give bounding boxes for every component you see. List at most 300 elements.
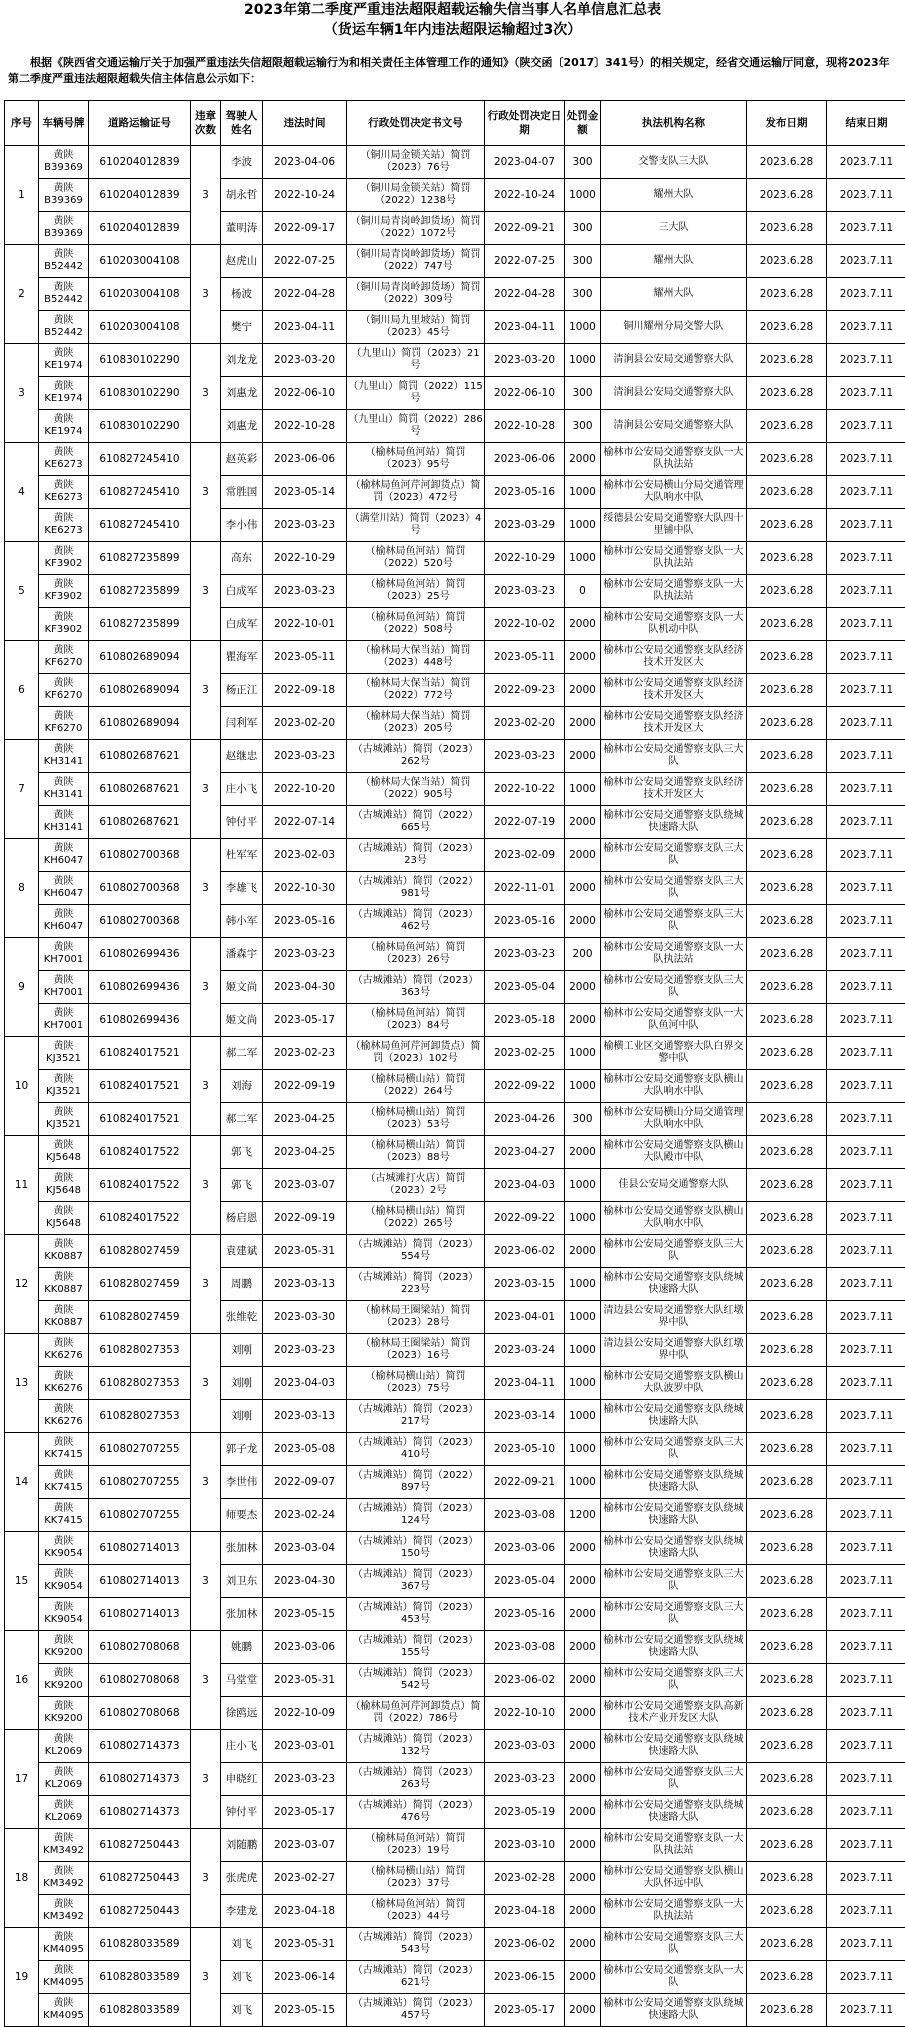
decision-date-cell: 2022-09-23 — [485, 674, 565, 707]
plate-cell: 黄陕KE6273 — [39, 509, 89, 542]
permit-cell: 610203004108 — [89, 245, 191, 278]
driver-cell: 刘惠龙 — [221, 410, 263, 443]
violation-date-cell: 2023-05-08 — [263, 1433, 347, 1466]
table-row — [5, 1202, 905, 1235]
decision-date-cell: 2022-04-28 — [485, 278, 565, 311]
decision-number-cell: （九里山）简罚（2022）286号 — [347, 410, 485, 443]
driver-cell: 钟付平 — [221, 1796, 263, 1829]
driver-cell: 徐鸥远 — [221, 1697, 263, 1730]
end-date-cell: 2023.7.11 — [827, 1499, 905, 1532]
publish-date-cell: 2023.6.28 — [747, 1499, 827, 1532]
end-date-cell: 2023.7.11 — [827, 608, 905, 641]
agency-cell: 佳县公安局交通警察大队 — [601, 1169, 747, 1202]
publish-date-cell: 2023.6.28 — [747, 872, 827, 905]
amount-cell: 2000 — [565, 1862, 601, 1895]
publish-date-cell: 2023.6.28 — [747, 1301, 827, 1334]
permit-cell: 610802714373 — [89, 1763, 191, 1796]
end-date-cell: 2023.7.11 — [827, 1037, 905, 1070]
plate-cell: 黄陕KJ3521 — [39, 1103, 89, 1136]
violation-count: 3 — [191, 146, 221, 245]
decision-date-cell: 2023-04-26 — [485, 1103, 565, 1136]
amount-cell: 2000 — [565, 905, 601, 938]
table-row — [5, 1235, 905, 1268]
violation-date-cell: 2023-05-31 — [263, 1928, 347, 1961]
decision-number-cell: （古城滩站）简罚（2023）457号 — [347, 1994, 485, 2027]
decision-date-cell: 2023-04-18 — [485, 1895, 565, 1928]
amount-cell: 2000 — [565, 1763, 601, 1796]
plate-cell: 黄陕KH7001 — [39, 971, 89, 1004]
plate-cell: 黄陕KK9054 — [39, 1532, 89, 1565]
plate-cell: 黄陕KK9054 — [39, 1565, 89, 1598]
end-date-cell: 2023.7.11 — [827, 146, 905, 179]
amount-cell: 300 — [565, 410, 601, 443]
plate-cell: 黄陕KL2069 — [39, 1796, 89, 1829]
violation-count: 3 — [191, 1532, 221, 1631]
violation-date-cell: 2022-10-09 — [263, 1697, 347, 1730]
decision-number-cell: （榆林局大保当站）简罚（2022）905号 — [347, 773, 485, 806]
violation-date-cell: 2023-03-07 — [263, 1169, 347, 1202]
permit-cell: 610830102290 — [89, 377, 191, 410]
violation-date-cell: 2023-04-30 — [263, 1565, 347, 1598]
decision-date-cell: 2023-05-04 — [485, 1565, 565, 1598]
violation-count: 3 — [191, 1136, 221, 1235]
table-row — [5, 674, 905, 707]
plate-cell: 黄陕KE6273 — [39, 476, 89, 509]
table-row — [5, 1862, 905, 1895]
agency-cell: 榆林市公安局交通警察支队一大队执法站 — [601, 443, 747, 476]
permit-cell: 610802700368 — [89, 872, 191, 905]
amount-cell: 2000 — [565, 1598, 601, 1631]
decision-date-cell: 2023-02-28 — [485, 1862, 565, 1895]
amount-cell: 2000 — [565, 674, 601, 707]
decision-number-cell: （古城滩站）简罚（2023）554号 — [347, 1235, 485, 1268]
permit-cell: 610802699436 — [89, 1004, 191, 1037]
driver-cell: 李世伟 — [221, 1466, 263, 1499]
end-date-cell: 2023.7.11 — [827, 1136, 905, 1169]
decision-date-cell: 2023-05-18 — [485, 1004, 565, 1037]
publish-date-cell: 2023.6.28 — [747, 1004, 827, 1037]
col-header-plate: 车辆号牌 — [39, 101, 89, 146]
end-date-cell: 2023.7.11 — [827, 806, 905, 839]
publish-date-cell: 2023.6.28 — [747, 1070, 827, 1103]
col-header-amount: 处罚金额 — [565, 101, 601, 146]
driver-cell: 闫利军 — [221, 707, 263, 740]
permit-cell: 610827250443 — [89, 1895, 191, 1928]
violation-date-cell: 2023-03-07 — [263, 1829, 347, 1862]
plate-cell: 黄陕KM3492 — [39, 1895, 89, 1928]
end-date-cell: 2023.7.11 — [827, 1565, 905, 1598]
permit-cell: 610203004108 — [89, 278, 191, 311]
amount-cell: 300 — [565, 245, 601, 278]
publish-date-cell: 2023.6.28 — [747, 1400, 827, 1433]
amount-cell: 2000 — [565, 1961, 601, 1994]
permit-cell: 610827250443 — [89, 1829, 191, 1862]
amount-cell: 1000 — [565, 1202, 601, 1235]
table-row — [5, 146, 905, 179]
decision-number-cell: （古城滩站）简罚（2023）410号 — [347, 1433, 485, 1466]
end-date-cell: 2023.7.11 — [827, 1400, 905, 1433]
driver-cell: 赵继忠 — [221, 740, 263, 773]
plate-cell: 黄陕KM4095 — [39, 1994, 89, 2027]
permit-cell: 610802700368 — [89, 839, 191, 872]
agency-cell: 榆林市公安局交通警察支队三大队 — [601, 872, 747, 905]
permit-cell: 610827245410 — [89, 476, 191, 509]
publish-date-cell: 2023.6.28 — [747, 1136, 827, 1169]
violation-date-cell: 2023-04-06 — [263, 146, 347, 179]
end-date-cell: 2023.7.11 — [827, 1169, 905, 1202]
violation-date-cell: 2022-09-17 — [263, 212, 347, 245]
decision-date-cell: 2023-02-20 — [485, 707, 565, 740]
amount-cell: 300 — [565, 377, 601, 410]
violation-count: 3 — [191, 1928, 221, 2027]
publish-date-cell: 2023.6.28 — [747, 1961, 827, 1994]
amount-cell: 2000 — [565, 1697, 601, 1730]
table-row — [5, 278, 905, 311]
permit-cell: 610802707255 — [89, 1466, 191, 1499]
end-date-cell: 2023.7.11 — [827, 1235, 905, 1268]
decision-number-cell: （古城滩站）简罚（2023）132号 — [347, 1730, 485, 1763]
decision-date-cell: 2023-06-02 — [485, 1664, 565, 1697]
table-row — [5, 740, 905, 773]
amount-cell: 1000 — [565, 1400, 601, 1433]
agency-cell: 榆林市公安局交通警察支队三大队 — [601, 905, 747, 938]
decision-date-cell: 2023-03-03 — [485, 1730, 565, 1763]
publish-date-cell: 2023.6.28 — [747, 311, 827, 344]
plate-cell: 黄陕KF3902 — [39, 575, 89, 608]
row-number: 16 — [5, 1631, 39, 1730]
plate-cell: 黄陕KM4095 — [39, 1961, 89, 1994]
amount-cell: 1000 — [565, 1268, 601, 1301]
decision-date-cell: 2023-05-19 — [485, 1796, 565, 1829]
col-header-end-date: 结束日期 — [827, 101, 905, 146]
violation-date-cell: 2023-02-23 — [263, 1037, 347, 1070]
table-row — [5, 1466, 905, 1499]
decision-number-cell: （古城滩站）简罚（2022）665号 — [347, 806, 485, 839]
permit-cell: 610204012839 — [89, 146, 191, 179]
permit-cell: 610802700368 — [89, 905, 191, 938]
violation-date-cell: 2023-03-23 — [263, 740, 347, 773]
table-row — [5, 443, 905, 476]
plate-cell: 黄陕KE1974 — [39, 410, 89, 443]
agency-cell: 榆林市公安局交通警察支队一大队执法站 — [601, 938, 747, 971]
decision-date-cell: 2023-02-09 — [485, 839, 565, 872]
publish-date-cell: 2023.6.28 — [747, 773, 827, 806]
amount-cell: 2000 — [565, 1994, 601, 2027]
driver-cell: 郭子龙 — [221, 1433, 263, 1466]
agency-cell: 榆林市公安局交通警察支队绕城快速路大队 — [601, 1532, 747, 1565]
plate-cell: 黄陕KK9054 — [39, 1598, 89, 1631]
violation-date-cell: 2022-10-28 — [263, 410, 347, 443]
decision-date-cell: 2023-05-17 — [485, 1994, 565, 2027]
permit-cell: 610824017521 — [89, 1103, 191, 1136]
violation-date-cell: 2023-04-03 — [263, 1367, 347, 1400]
agency-cell: 清边县公安局交通警察大队红墩界中队 — [601, 1334, 747, 1367]
amount-cell: 1000 — [565, 1367, 601, 1400]
amount-cell: 2000 — [565, 1829, 601, 1862]
driver-cell: 白成军 — [221, 575, 263, 608]
decision-date-cell: 2023-04-11 — [485, 311, 565, 344]
col-header-decision: 行政处罚决定书文号 — [347, 101, 485, 146]
publish-date-cell: 2023.6.28 — [747, 674, 827, 707]
decision-date-cell: 2023-06-02 — [485, 1235, 565, 1268]
table-row — [5, 1334, 905, 1367]
decision-number-cell: （古城滩站）简罚（2023）263号 — [347, 1763, 485, 1796]
amount-cell: 1000 — [565, 1466, 601, 1499]
end-date-cell: 2023.7.11 — [827, 410, 905, 443]
publish-date-cell: 2023.6.28 — [747, 146, 827, 179]
agency-cell: 榆林市公安局交通警察支队三大队 — [601, 740, 747, 773]
permit-cell: 610828027459 — [89, 1268, 191, 1301]
permit-cell: 610830102290 — [89, 410, 191, 443]
end-date-cell: 2023.7.11 — [827, 1664, 905, 1697]
table-row — [5, 1433, 905, 1466]
permit-cell: 610802687621 — [89, 806, 191, 839]
col-header-publish-date: 发布日期 — [747, 101, 827, 146]
amount-cell: 2000 — [565, 1796, 601, 1829]
publish-date-cell: 2023.6.28 — [747, 344, 827, 377]
violation-date-cell: 2022-09-07 — [263, 1466, 347, 1499]
decision-number-cell: （榆林局鱼河站）简罚（2022）508号 — [347, 608, 485, 641]
agency-cell: 榆林市公安局交通警察支队绕城快速路大队 — [601, 1631, 747, 1664]
publish-date-cell: 2023.6.28 — [747, 1994, 827, 2027]
col-header-agency: 执法机构名称 — [601, 101, 747, 146]
decision-number-cell: （古城滩站）简罚（2023）217号 — [347, 1400, 485, 1433]
plate-cell: 黄陕KJ5648 — [39, 1202, 89, 1235]
decision-number-cell: （榆林局大保当站）简罚（2023）205号 — [347, 707, 485, 740]
row-number: 7 — [5, 740, 39, 839]
plate-cell: 黄陕B52442 — [39, 311, 89, 344]
publish-date-cell: 2023.6.28 — [747, 1235, 827, 1268]
publish-date-cell: 2023.6.28 — [747, 1334, 827, 1367]
violation-date-cell: 2023-03-23 — [263, 1763, 347, 1796]
driver-cell: 姬文尚 — [221, 1004, 263, 1037]
driver-cell: 杨波 — [221, 278, 263, 311]
amount-cell: 1000 — [565, 1169, 601, 1202]
end-date-cell: 2023.7.11 — [827, 1367, 905, 1400]
end-date-cell: 2023.7.11 — [827, 245, 905, 278]
amount-cell: 0 — [565, 575, 601, 608]
agency-cell: 榆林市公安局交通警察支队一大队机动中队 — [601, 608, 747, 641]
amount-cell: 1000 — [565, 509, 601, 542]
permit-cell: 610828027353 — [89, 1334, 191, 1367]
violation-date-cell: 2022-09-18 — [263, 674, 347, 707]
agency-cell: 清涧县公安局交通警察大队 — [601, 344, 747, 377]
plate-cell: 黄陕KH3141 — [39, 773, 89, 806]
violation-date-cell: 2022-10-29 — [263, 542, 347, 575]
decision-date-cell: 2023-04-03 — [485, 1169, 565, 1202]
decision-number-cell: （榆林局鱼河站）简罚（2023）25号 — [347, 575, 485, 608]
violation-count: 3 — [191, 1037, 221, 1136]
publish-date-cell: 2023.6.28 — [747, 905, 827, 938]
table-row — [5, 938, 905, 971]
decision-number-cell: （榆林局横山站）简罚（2023）37号 — [347, 1862, 485, 1895]
plate-cell: 黄陕KF6270 — [39, 707, 89, 740]
publish-date-cell: 2023.6.28 — [747, 1433, 827, 1466]
driver-cell: 刘飞 — [221, 1994, 263, 2027]
plate-cell: 黄陕KF3902 — [39, 542, 89, 575]
permit-cell: 610827235899 — [89, 575, 191, 608]
publish-date-cell: 2023.6.28 — [747, 608, 827, 641]
violation-date-cell: 2023-06-14 — [263, 1961, 347, 1994]
plate-cell: 黄陕KJ5648 — [39, 1136, 89, 1169]
table-row — [5, 410, 905, 443]
permit-cell: 610802699436 — [89, 938, 191, 971]
publish-date-cell: 2023.6.28 — [747, 377, 827, 410]
permit-cell: 610802708068 — [89, 1697, 191, 1730]
table-row — [5, 1400, 905, 1433]
agency-cell: 榆林市公安局交通警察支队绕城快速路大队 — [601, 1994, 747, 2027]
decision-number-cell: （古城滩站）简罚（2023）542号 — [347, 1664, 485, 1697]
amount-cell: 2000 — [565, 707, 601, 740]
decision-date-cell: 2023-03-15 — [485, 1268, 565, 1301]
permit-cell: 610827245410 — [89, 443, 191, 476]
decision-date-cell: 2022-06-10 — [485, 377, 565, 410]
violation-date-cell: 2023-03-23 — [263, 1334, 347, 1367]
row-number: 3 — [5, 344, 39, 443]
agency-cell: 清边县公安局交通警察大队红墩界中队 — [601, 1301, 747, 1334]
decision-number-cell: （榆林局横山站）简罚（2023）88号 — [347, 1136, 485, 1169]
amount-cell: 1000 — [565, 1070, 601, 1103]
decision-number-cell: （铜川局金锁关站）简罚（2022）1238号 — [347, 179, 485, 212]
end-date-cell: 2023.7.11 — [827, 1631, 905, 1664]
permit-cell: 610828027353 — [89, 1400, 191, 1433]
plate-cell: 黄陕B39369 — [39, 212, 89, 245]
decision-date-cell: 2022-07-19 — [485, 806, 565, 839]
violation-count: 3 — [191, 1829, 221, 1928]
agency-cell: 榆林市公安局交通警察支队经济技术开发区大 — [601, 674, 747, 707]
violation-date-cell: 2023-05-14 — [263, 476, 347, 509]
driver-cell: 郝二军 — [221, 1103, 263, 1136]
permit-cell: 610802707255 — [89, 1433, 191, 1466]
end-date-cell: 2023.7.11 — [827, 509, 905, 542]
decision-number-cell: （铜川局九里坡站）简罚（2023）45号 — [347, 311, 485, 344]
permit-cell: 610802714373 — [89, 1796, 191, 1829]
plate-cell: 黄陕B39369 — [39, 179, 89, 212]
permit-cell: 610802708068 — [89, 1664, 191, 1697]
publish-date-cell: 2023.6.28 — [747, 971, 827, 1004]
publish-date-cell: 2023.6.28 — [747, 443, 827, 476]
publish-date-cell: 2023.6.28 — [747, 509, 827, 542]
driver-cell: 周鹏 — [221, 1268, 263, 1301]
row-number: 12 — [5, 1235, 39, 1334]
plate-cell: 黄陕KK0887 — [39, 1235, 89, 1268]
decision-number-cell: （榆林局鱼河站）简罚（2023）44号 — [347, 1895, 485, 1928]
violation-count: 3 — [191, 344, 221, 443]
permit-cell: 610802707255 — [89, 1499, 191, 1532]
decision-date-cell: 2023-06-02 — [485, 1928, 565, 1961]
agency-cell: 榆林市公安局交通警察支队绕城快速路大队 — [601, 1499, 747, 1532]
violation-count: 3 — [191, 1433, 221, 1532]
decision-date-cell: 2023-03-29 — [485, 509, 565, 542]
violation-date-cell: 2023-04-18 — [263, 1895, 347, 1928]
end-date-cell: 2023.7.11 — [827, 179, 905, 212]
violation-count: 3 — [191, 542, 221, 641]
violation-date-cell: 2023-05-16 — [263, 905, 347, 938]
driver-cell: 庄小飞 — [221, 773, 263, 806]
table-row — [5, 839, 905, 872]
decision-number-cell: （古城滩站）简罚（2023）124号 — [347, 1499, 485, 1532]
decision-date-cell: 2022-10-24 — [485, 179, 565, 212]
end-date-cell: 2023.7.11 — [827, 872, 905, 905]
end-date-cell: 2023.7.11 — [827, 1103, 905, 1136]
driver-cell: 刘刚 — [221, 1334, 263, 1367]
amount-cell: 2000 — [565, 443, 601, 476]
publish-date-cell: 2023.6.28 — [747, 1367, 827, 1400]
driver-cell: 袁建斌 — [221, 1235, 263, 1268]
table-row — [5, 1070, 905, 1103]
permit-cell: 610828033589 — [89, 1994, 191, 2027]
violation-date-cell: 2023-05-11 — [263, 641, 347, 674]
plate-cell: 黄陕KK0887 — [39, 1301, 89, 1334]
row-number: 17 — [5, 1730, 39, 1829]
plate-cell: 黄陕KK7415 — [39, 1433, 89, 1466]
agency-cell: 榆林市公安局交通警察支队横山大队响水中队 — [601, 1070, 747, 1103]
decision-number-cell: （古城滩站）简罚（2023）262号 — [347, 740, 485, 773]
publish-date-cell: 2023.6.28 — [747, 1631, 827, 1664]
decision-date-cell: 2023-04-07 — [485, 146, 565, 179]
publish-date-cell: 2023.6.28 — [747, 1532, 827, 1565]
row-number: 8 — [5, 839, 39, 938]
decision-date-cell: 2022-10-22 — [485, 773, 565, 806]
violation-count: 3 — [191, 1334, 221, 1433]
agency-cell: 榆林市公安局交通警察支队经济技术开发区大 — [601, 707, 747, 740]
agency-cell: 榆林市公安局交通警察支队高新技术产业开发区大队 — [601, 1697, 747, 1730]
agency-cell: 榆林市公安局交通警察支队绕城快速路大队 — [601, 1268, 747, 1301]
violation-date-cell: 2023-02-20 — [263, 707, 347, 740]
agency-cell: 耀州大队 — [601, 278, 747, 311]
plate-cell: 黄陕KH7001 — [39, 938, 89, 971]
publish-date-cell: 2023.6.28 — [747, 1565, 827, 1598]
table-row — [5, 1004, 905, 1037]
violation-date-cell: 2023-02-03 — [263, 839, 347, 872]
decision-number-cell: （榆林局大保当站）简罚（2022）772号 — [347, 674, 485, 707]
end-date-cell: 2023.7.11 — [827, 1532, 905, 1565]
violation-date-cell: 2023-04-25 — [263, 1136, 347, 1169]
table-row — [5, 311, 905, 344]
permit-cell: 610824017522 — [89, 1169, 191, 1202]
decision-number-cell: （古城滩站）简罚（2023）23号 — [347, 839, 485, 872]
row-number: 13 — [5, 1334, 39, 1433]
plate-cell: 黄陕KJ5648 — [39, 1169, 89, 1202]
decision-date-cell: 2022-09-21 — [485, 1466, 565, 1499]
table-row — [5, 1928, 905, 1961]
violation-count: 3 — [191, 443, 221, 542]
end-date-cell: 2023.7.11 — [827, 1763, 905, 1796]
table-row — [5, 1664, 905, 1697]
table-row — [5, 1730, 905, 1763]
agency-cell: 榆林市公安局交通警察支队三大队 — [601, 1598, 747, 1631]
violation-date-cell: 2023-02-27 — [263, 1862, 347, 1895]
end-date-cell: 2023.7.11 — [827, 971, 905, 1004]
driver-cell: 申晓红 — [221, 1763, 263, 1796]
driver-cell: 高东 — [221, 542, 263, 575]
plate-cell: 黄陕KH7001 — [39, 1004, 89, 1037]
violation-date-cell: 2023-03-30 — [263, 1301, 347, 1334]
table-row — [5, 806, 905, 839]
violation-date-cell: 2023-04-25 — [263, 1103, 347, 1136]
table-row — [5, 212, 905, 245]
row-number: 18 — [5, 1829, 39, 1928]
table-row — [5, 1796, 905, 1829]
header-row — [5, 101, 905, 146]
driver-cell: 白成军 — [221, 608, 263, 641]
amount-cell: 1000 — [565, 344, 601, 377]
decision-number-cell: （古城滩站）简罚（2023）476号 — [347, 1796, 485, 1829]
col-header-permit: 道路运输证号 — [89, 101, 191, 146]
violation-date-cell: 2023-05-17 — [263, 1004, 347, 1037]
violation-date-cell: 2023-05-31 — [263, 1664, 347, 1697]
decision-date-cell: 2023-06-15 — [485, 1961, 565, 1994]
